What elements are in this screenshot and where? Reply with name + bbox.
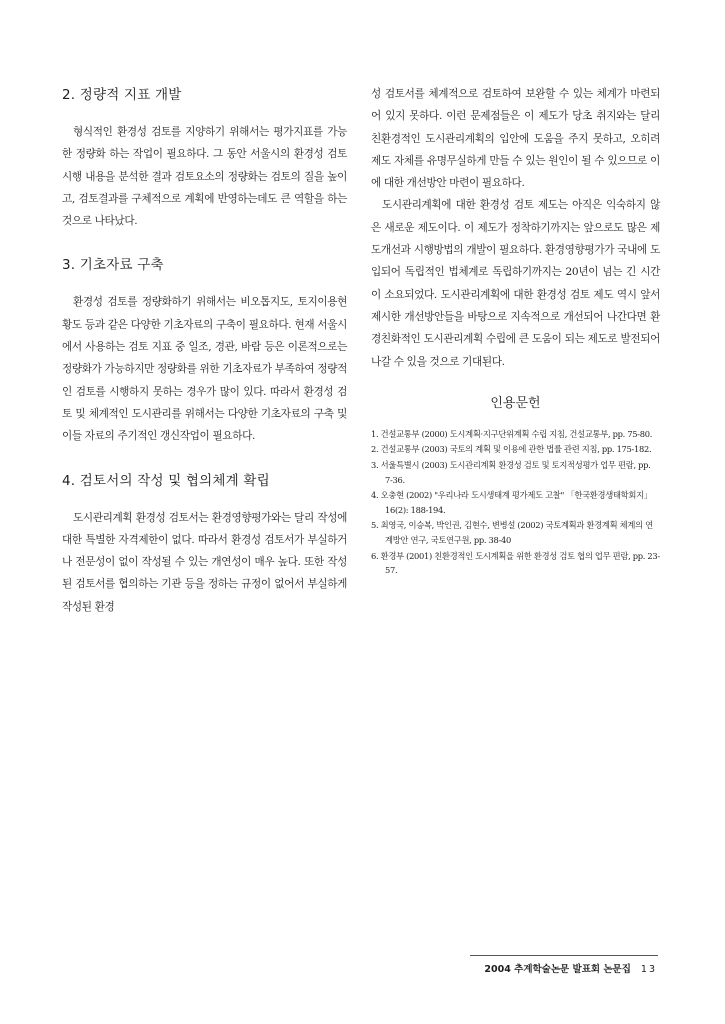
references-list [371, 427, 660, 578]
right-column [371, 83, 660, 579]
left-column [62, 83, 347, 639]
reference-item: 1. 건설교통부 (2000) 도시계획·지구단위계획 수립 지침, 건설교통부, pp. 75-80. [371, 428, 653, 439]
reference-item: 4. 오충현 (2002) "우리나라 도시생태계 평가제도 고찰" 「한국환경생태학회지」 16(2): 188-194. [371, 490, 652, 515]
journal-title: 2004 추계학술논문 발표회 논문집 [484, 964, 631, 975]
body-paragraph: 성 검토서를 체계적으로 검토하여 보완할 수 있는 체계가 마련되어 있지 못하다. 이런 문제점들은 이 제도가 당초 취지와는 달리 친환경적인 도시관리계획의 입안에 도움을 주지 못하고, 오히려 제도 자체를 유명무실하게 만들 수 있는 원인이 될 수 있으므로 이에 대한 개선방안 마련이 필요하다. [371, 88, 660, 190]
page-footer [484, 961, 657, 975]
reference-item: 6. 환경부 (2001) 친환경적인 도시계획을 위한 환경성 검토 협의 업무 편람, pp. 23-57. [371, 550, 660, 576]
section-heading: 4. 검토서의 작성 및 협의체계 확립 [62, 472, 270, 489]
reference-item: 3. 서울특별시 (2003) 도시관리계획 환경성 검토 및 토지적성평가 업무 편람, pp. 7-36. [371, 460, 651, 485]
section-body: 형식적인 환경성 검토를 지양하기 위해서는 평가지표를 가능한 정량화 하는 작업이 필요하다. 그 동안 서울시의 환경성 검토 시행 내용을 분석한 결과 검토요소의 정량화는 검토의 질을 높이고, 검토결과를 구체적으로 계획에 반영하는데도 큰 역할을 하는 것으로 나타났다. [62, 126, 347, 228]
section-heading: 3. 기초자료 구축 [62, 257, 164, 274]
footer-rule [470, 955, 658, 956]
body-paragraph: 도시관리계획에 대한 환경성 검토 제도는 아직은 익숙하지 않은 새로운 제도이다. 이 제도가 정착하기까지는 앞으로도 많은 제도개선과 시행방법의 개발이 필요하다. 환경영향평가가 국내에 도입되어 독립적인 법체계로 독립하기까지는 20년이 넘는 긴 시간이 소요되었다. 도시관리계획에 대한 환경성 검토 제도 역시 앞서 제시한 개선방안들을 바탕으로 지속적으로 개선되어 나간다면 환경친화적인 도시관리계획 수립에 큰 도움이 되는 제도로 발전되어 나갈 수 있을 것으로 기대된다. [371, 199, 660, 368]
references-title: 인용문헌 [490, 395, 541, 411]
reference-item: 5. 최영국, 이승복, 박인권, 김현수, 변병설 (2002) 국토계획과 환경계획 체계의 연계방안 연구, 국토연구원, pp. 38-40 [371, 520, 653, 546]
section-body: 환경성 검토를 정량화하기 위해서는 비오톱지도, 토지이용현황도 등과 같은 다양한 기초자료의 구축이 필요하다. 현재 서울시에서 사용하는 검토 지표 중 일조, 경관, 바람 등은 이론적으로는 정량화가 가능하지만 정량화를 위한 기초자료가 부족하여 정량적인 검토를 시행하지 못하는 경우가 많이 있다. 따라서 환경성 검토 및 체계적인 도시관리를 위해서는 다양한 기초자료의 구축 및 이들 자료의 주기적인 갱신작업이 필요하다. [62, 296, 347, 443]
section-body: 도시관리계획 환경성 검토서는 환경영향평가와는 달리 작성에 대한 특별한 자격제한이 없다. 따라서 환경성 검토서가 부실하거나 전문성이 없이 작성될 수 있는 개연성이 매우 높다. 또한 작성된 검토서를 협의하는 기관 등을 정하는 규정이 없어서 부실하게 작성된 환경 [62, 511, 347, 613]
section-heading: 2. 정량적 지표 개발 [62, 87, 182, 103]
reference-item: 2. 건설교통부 (2003) 국토의 계획 및 이용에 관한 법률 관련 지침, pp. 175-182. [371, 444, 652, 455]
page-number: 13 [640, 964, 657, 975]
